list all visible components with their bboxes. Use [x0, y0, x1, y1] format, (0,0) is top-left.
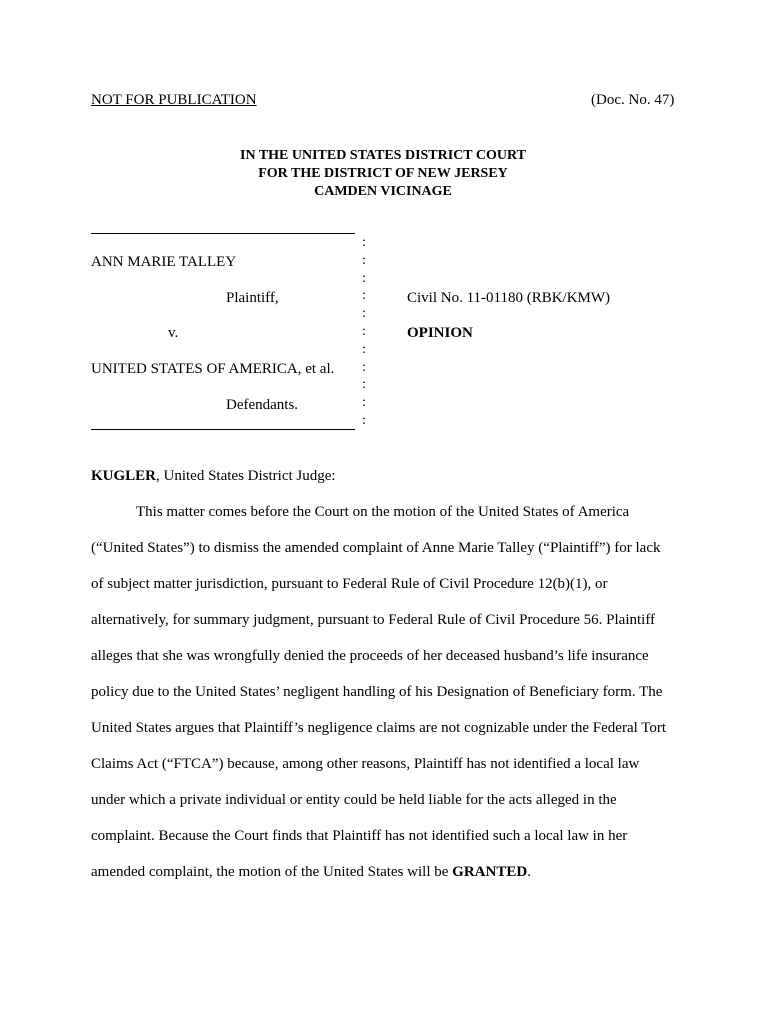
- body-line: This matter comes before the Court on the motion of the United States of America: [136, 504, 630, 520]
- not-for-publication-label: NOT FOR PUBLICATION: [91, 92, 257, 108]
- defendant-role: Defendants.: [226, 397, 299, 413]
- court-name: IN THE UNITED STATES DISTRICT COURT: [240, 148, 526, 163]
- judge-name: KUGLER: [91, 468, 157, 484]
- body-line: United States argues that Plaintiff’s negligence claims are not cognizable under the Federal Tort: [91, 720, 667, 736]
- civil-number: Civil No. 11-01180 (RBK/KMW): [407, 290, 611, 306]
- judge-line: [91, 468, 336, 485]
- body-line: under which a private individual or entity could be held liable for the acts alleged in the: [91, 792, 617, 808]
- plaintiff-name: ANN MARIE TALLEY: [91, 254, 237, 270]
- granted-ruling: GRANTED: [452, 864, 528, 880]
- judge-title: , United States District Judge:: [156, 468, 336, 484]
- body-line: (“United States”) to dismiss the amended complaint of Anne Marie Talley (“Plaintiff”) for lack: [91, 540, 661, 556]
- document-type: OPINION: [407, 325, 473, 341]
- caption-colon-column: : : : : : : : : : : :: [362, 235, 366, 428]
- defendant-name: UNITED STATES OF AMERICA, et al.: [91, 361, 335, 377]
- body-line-final: [91, 864, 531, 881]
- caption-top-rule: [91, 233, 355, 234]
- body-line: policy due to the United States’ negligent handling of his Designation of Beneficiary form. The: [91, 684, 663, 700]
- doc-number: (Doc. No. 47): [591, 92, 675, 108]
- court-heading: [0, 147, 770, 201]
- court-vicinage: CAMDEN VICINAGE: [314, 184, 452, 199]
- versus-label: v.: [168, 325, 179, 341]
- body-line: alternatively, for summary judgment, pursuant to Federal Rule of Civil Procedure 56. Plaintiff: [91, 612, 656, 628]
- caption-bottom-rule: [91, 429, 355, 430]
- court-district: FOR THE DISTRICT OF NEW JERSEY: [258, 166, 508, 181]
- plaintiff-role: Plaintiff,: [226, 290, 279, 306]
- body-line: Claims Act (“FTCA”) because, among other reasons, Plaintiff has not identified a local law: [91, 756, 640, 772]
- body-line: of subject matter jurisdiction, pursuant to Federal Rule of Civil Procedure 12(b)(1), or: [91, 576, 608, 592]
- final-line-end: .: [527, 864, 531, 880]
- body-line: complaint. Because the Court finds that Plaintiff has not identified such a local law in her: [91, 828, 628, 844]
- final-line-text: amended complaint, the motion of the United States will be: [91, 864, 453, 880]
- body-line: alleges that she was wrongfully denied the proceeds of her deceased husband’s life insurance: [91, 648, 649, 664]
